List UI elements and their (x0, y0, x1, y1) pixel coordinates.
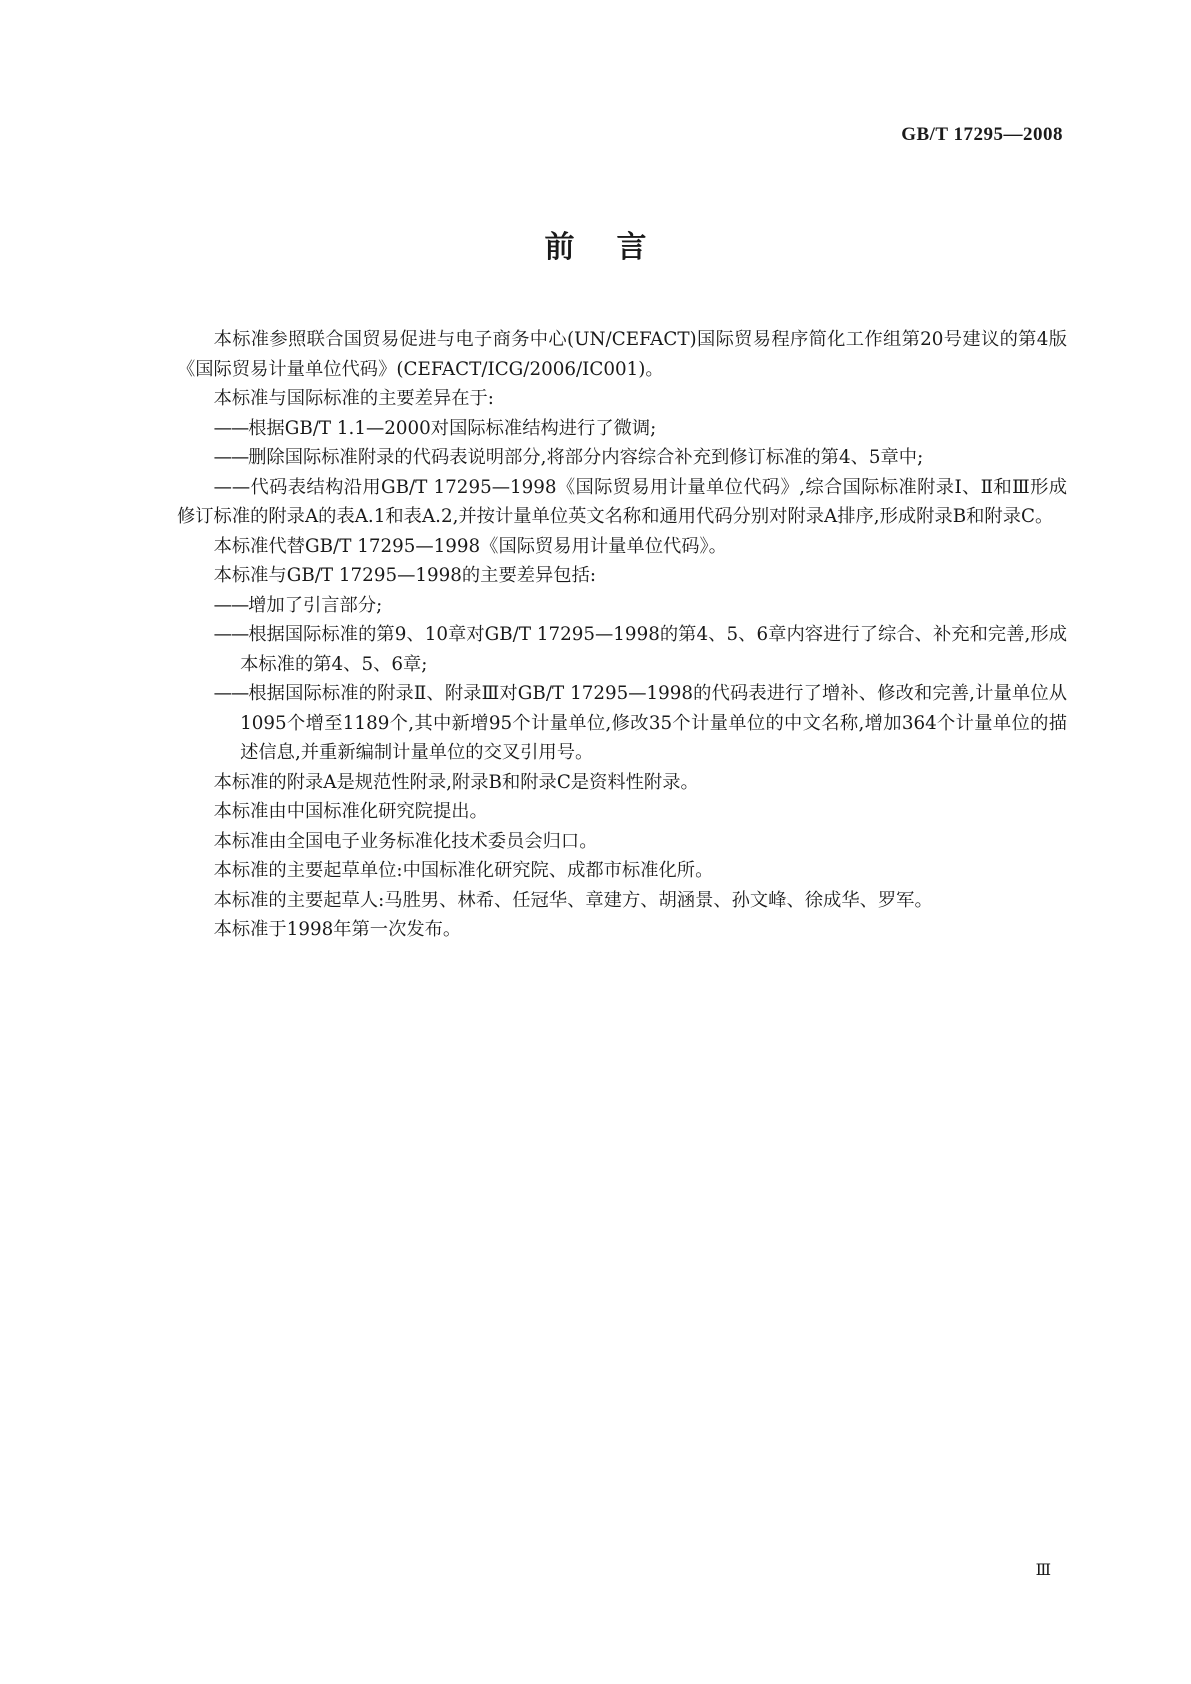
paragraph: 本标准的主要起草人:马胜男、林希、任冠华、章建方、胡涵景、孙文峰、徐成华、罗军。 (213, 889, 933, 911)
paragraph: 本标准由中国标准化研究院提出。 (213, 801, 488, 822)
dash-item-text: 根据国际标准的第9、10章对GB/T 17295—1998的第4、5、6章内容进行了综合、补充和完善,形成本标准的第4、5、6章; (240, 624, 1067, 675)
paragraph: ——代码表结构沿用GB/T 17295—1998《国际贸易用计量单位代码》,综合国际标准附录Ⅰ、Ⅱ和Ⅲ形成修订标准的附录A的表A.1和表A.2,并按计量单位英文名称和通用代码分别对附录A排序,形成附录B和附录C。 (177, 476, 1067, 527)
dash-marker: —— (213, 417, 249, 439)
dash-list-item (177, 620, 1067, 679)
dash-marker: —— (213, 624, 249, 645)
page-number: Ⅲ (1035, 1562, 1051, 1579)
dash-list-item (177, 443, 1067, 473)
paragraph: 本标准代替GB/T 17295—1998《国际贸易用计量单位代码》。 (213, 535, 727, 557)
paragraph: 本标准由全国电子业务标准化技术委员会归口。 (213, 830, 598, 852)
paragraph: 本标准于1998年第一次发布。 (213, 919, 462, 940)
dash-list-item (177, 414, 1067, 444)
paragraph: 本标准的附录A是规范性附录,附录B和附录C是资料性附录。 (213, 771, 699, 793)
paragraph: 本标准与GB/T 17295—1998的主要差异包括: (213, 565, 597, 586)
dash-list-item (177, 591, 1067, 621)
document-body (177, 325, 1067, 945)
dash-item-text: 删除国际标准附录的代码表说明部分,将部分内容综合补充到修订标准的第4、5章中; (248, 447, 924, 468)
dash-item-text: 根据GB/T 1.1—2000对国际标准结构进行了微调; (248, 417, 657, 439)
dash-item-text: 根据国际标准的附录Ⅱ、附录Ⅲ对GB/T 17295—1998的代码表进行了增补、修改和完善,计量单位从1095个增至1189个,其中新增95个计量单位,修改35个计量单位的中文名称,增加364个计量单位的描述信息,并重新编制计量单位的交叉引用号。 (240, 683, 1067, 763)
paragraph: 本标准参照联合国贸易促进与电子商务中心(UN/CEFACT)国际贸易程序简化工作组第20号建议的第4版《国际贸易计量单位代码》(CEFACT/ICG/2006/IC001)。 (177, 329, 1067, 380)
dash-marker: —— (213, 594, 249, 616)
standard-number: GB/T 17295—2008 (901, 124, 1063, 145)
dash-marker: —— (213, 683, 249, 704)
dash-marker: —— (213, 447, 249, 468)
dash-list-item (177, 679, 1067, 768)
dash-item-text: 增加了引言部分; (248, 594, 383, 616)
page-title: 前言 (544, 230, 689, 265)
paragraph: 本标准与国际标准的主要差异在于: (213, 388, 494, 409)
paragraph: 本标准的主要起草单位:中国标准化研究院、成都市标准化所。 (213, 860, 714, 881)
